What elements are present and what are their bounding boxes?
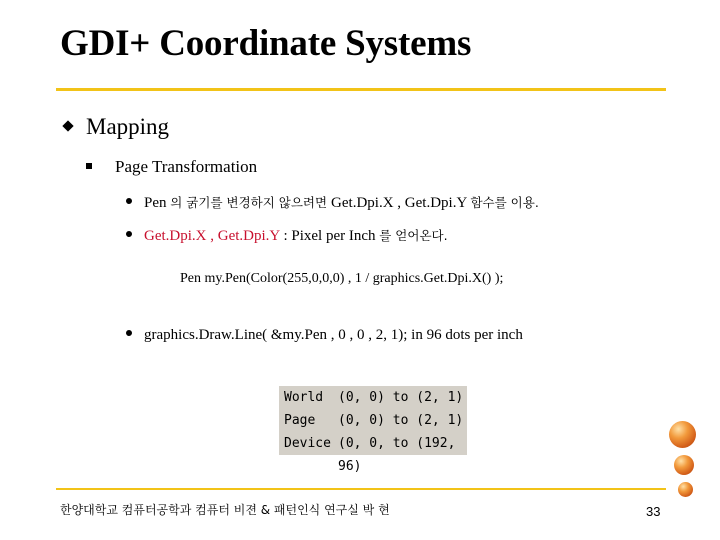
- bullet1-mid: Get.Dpi.X , Get.Dpi.Y: [331, 195, 471, 211]
- dot-bullet-icon: [126, 231, 132, 237]
- coordinate-table: [279, 386, 467, 474]
- dot-bullet-icon: [126, 330, 132, 336]
- table-row: [279, 409, 467, 432]
- bullet1-korean2: 함수를 이용.: [470, 195, 539, 210]
- footer-text: 한양대학교 컴퓨터공학과 컴퓨터 비젼 & 패턴인식 연구실 박 현: [60, 503, 390, 517]
- title-divider: [56, 88, 666, 91]
- pen-code-line: Pen my.Pen(Color(255,0,0,0) , 1 / graphics.Get.Dpi.X() );: [180, 271, 504, 286]
- bullet-drawline: [126, 327, 523, 344]
- row-name: Device: [284, 436, 331, 451]
- bullet2-mid: : Pixel per Inch: [279, 228, 380, 244]
- row-name: Page: [284, 413, 316, 428]
- bullet1-korean1: 의 굵기를 변경하지 않으려면: [170, 195, 332, 210]
- bullet2-highlight: Get.Dpi.X , Get.Dpi.Y: [144, 228, 280, 244]
- bullet-level1: [64, 114, 169, 140]
- page-number: 33: [646, 504, 661, 519]
- decorative-orb-icon: [674, 455, 694, 475]
- row-value: (0, 0, to (192, 96): [338, 436, 456, 474]
- bullet-getdpi: [126, 226, 448, 245]
- bullet-level2-text: Page Transformation: [115, 157, 258, 176]
- diamond-bullet-icon: [62, 120, 73, 131]
- row-value: (0, 0) to (2, 1): [338, 413, 464, 428]
- table-row: [279, 432, 467, 474]
- bullet1-prefix: Pen: [144, 195, 171, 211]
- decorative-orb-icon: [669, 421, 696, 448]
- footer-divider: [56, 488, 666, 490]
- row-name: World: [284, 390, 324, 405]
- dot-bullet-icon: [126, 198, 132, 204]
- bullet-level2: [86, 157, 257, 177]
- square-bullet-icon: [86, 163, 92, 169]
- decorative-orb-icon: [678, 482, 693, 497]
- row-value: (0, 0) to (2, 1): [338, 390, 464, 405]
- bullet2-korean: 를 얻어온다.: [379, 228, 448, 243]
- bullet-pen-thickness: [126, 193, 539, 212]
- table-row: [279, 386, 467, 409]
- bullet-level1-text: Mapping: [86, 114, 170, 139]
- bullet3-text: graphics.Draw.Line( &my.Pen , 0 , 0 , 2, 1); in 96 dots per inch: [144, 327, 523, 343]
- slide-title: GDI+ Coordinate Systems: [60, 23, 472, 64]
